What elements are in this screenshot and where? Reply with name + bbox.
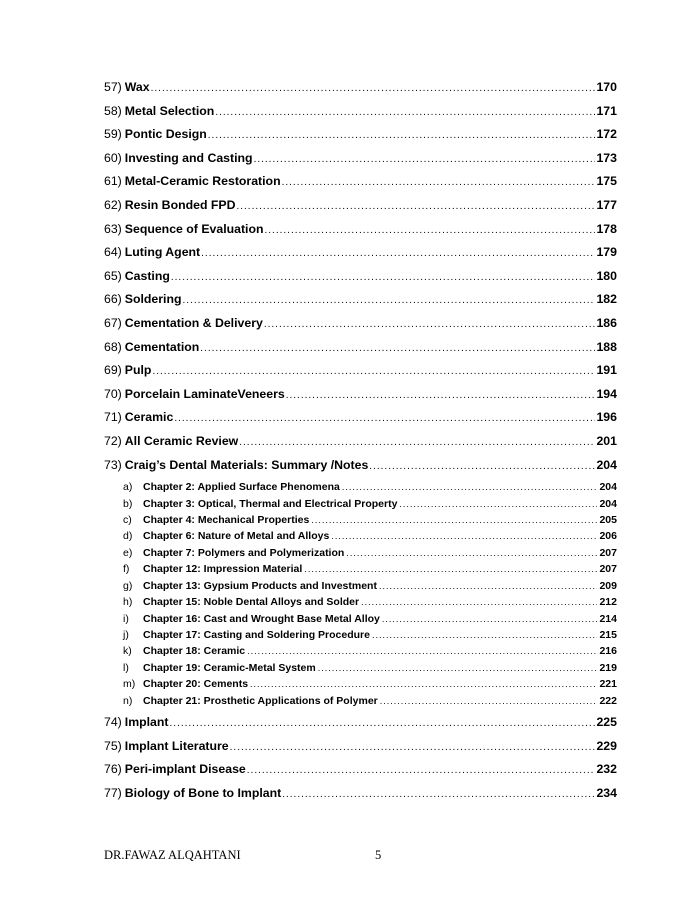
toc-subentry-page: 206 — [599, 530, 617, 543]
toc-entry[interactable] — [104, 458, 617, 482]
dot-leader — [372, 630, 598, 640]
toc-entry-number: 67) — [104, 315, 122, 330]
toc-entry[interactable] — [104, 104, 617, 128]
toc-entry-title: Resin Bonded FPD — [124, 197, 236, 212]
toc-entry-title: All Ceramic Review — [124, 433, 239, 448]
dot-leader — [379, 581, 598, 591]
toc-subentry-title: Chapter 12: Impression Material — [143, 563, 303, 576]
toc-entry-title: Implant — [124, 715, 169, 730]
toc-entry-number: 68) — [104, 339, 122, 354]
toc-entry-number: 74) — [104, 715, 122, 730]
toc-subentry-letter: d) — [123, 530, 133, 543]
toc-subentry[interactable] — [104, 547, 617, 563]
toc-subentry-page: 215 — [599, 629, 617, 642]
toc-subentry-letter: e) — [123, 546, 133, 559]
toc-entry-title: Soldering — [124, 292, 182, 307]
toc-subentry-page: 207 — [599, 563, 617, 576]
toc-subentry[interactable] — [104, 498, 617, 514]
toc-subentry[interactable] — [104, 481, 617, 497]
toc-entry-page: 196 — [596, 410, 617, 425]
toc-subentry-title: Chapter 4: Mechanical Properties — [143, 513, 310, 526]
toc-entry-title: Investing and Casting — [124, 150, 253, 165]
toc-entry-number: 63) — [104, 221, 122, 236]
toc-entry-page: 175 — [596, 174, 617, 189]
toc-entry-number: 58) — [104, 103, 122, 118]
toc-entry-title: Pulp — [124, 363, 152, 378]
table-of-contents — [104, 80, 617, 810]
toc-entry[interactable] — [104, 762, 617, 786]
toc-subentry-letter: g) — [123, 579, 133, 592]
dot-leader — [152, 366, 595, 377]
dot-leader — [304, 564, 597, 574]
dot-leader — [282, 177, 596, 188]
dot-leader — [174, 413, 595, 424]
toc-subentry-letter: k) — [123, 645, 132, 658]
toc-subentry-page: 212 — [599, 596, 617, 609]
footer-page-number: 5 — [375, 848, 382, 862]
toc-entry[interactable] — [104, 715, 617, 739]
dot-leader — [247, 646, 597, 656]
toc-subentry[interactable] — [104, 695, 617, 711]
toc-subentry-title: Chapter 6: Nature of Metal and Alloys — [143, 530, 330, 543]
toc-entry[interactable] — [104, 151, 617, 175]
toc-entry[interactable] — [104, 363, 617, 387]
toc-entry-page: 178 — [596, 221, 617, 236]
toc-entry-page: 179 — [596, 245, 617, 260]
toc-subentry[interactable] — [104, 645, 617, 661]
toc-subentry-letter: l) — [123, 661, 129, 674]
toc-entry[interactable] — [104, 292, 617, 316]
toc-subentry-page: 209 — [599, 579, 617, 592]
toc-entry-number: 66) — [104, 292, 122, 307]
toc-entry-number: 77) — [104, 786, 122, 800]
toc-main-list-continued — [104, 715, 617, 809]
toc-entry-title: Pontic Design — [124, 127, 207, 142]
toc-entry-page: 191 — [596, 363, 617, 378]
dot-leader — [331, 531, 597, 541]
toc-subentry-title: Chapter 3: Optical, Thermal and Electrical Property — [143, 497, 398, 510]
toc-entry-page: 234 — [596, 786, 617, 800]
dot-leader — [250, 679, 597, 689]
toc-subentry[interactable] — [104, 678, 617, 694]
toc-entry[interactable] — [104, 127, 617, 151]
dot-leader — [361, 597, 597, 607]
toc-entry-title: Craig’s Dental Materials: Summary /Notes — [124, 457, 369, 472]
toc-subentry-title: Chapter 18: Ceramic — [143, 645, 246, 658]
toc-entry-page: 177 — [596, 197, 617, 212]
toc-entry[interactable] — [104, 434, 617, 458]
dot-leader — [151, 83, 596, 94]
toc-subentry-letter: h) — [123, 596, 133, 609]
toc-subentry[interactable] — [104, 613, 617, 629]
toc-subentry[interactable] — [104, 580, 617, 596]
toc-entry-title: Cementation & Delivery — [124, 315, 263, 330]
toc-subentry-page: 207 — [599, 546, 617, 559]
toc-entry-number: 73) — [104, 457, 122, 472]
toc-entry[interactable] — [104, 245, 617, 269]
toc-entry-number: 70) — [104, 386, 122, 401]
toc-subentry-page: 222 — [599, 694, 617, 707]
toc-entry-number: 62) — [104, 197, 122, 212]
toc-entry-page: 225 — [596, 715, 617, 730]
toc-entry-title: Porcelain LaminateVeneers — [124, 386, 285, 401]
toc-subentry[interactable] — [104, 596, 617, 612]
toc-subentry[interactable] — [104, 530, 617, 546]
dot-leader — [286, 390, 596, 401]
toc-entry-page: 180 — [596, 268, 617, 283]
toc-subentry-page: 204 — [599, 481, 617, 494]
toc-subentry-title: Chapter 16: Cast and Wrought Base Metal Alloy — [143, 612, 380, 625]
dot-leader — [247, 765, 596, 776]
toc-subentry-title: Chapter 13: Gypsium Products and Investment — [143, 579, 377, 592]
toc-entry-page: 232 — [596, 762, 617, 777]
toc-subentry-letter: j) — [123, 629, 129, 642]
toc-entry-number: 59) — [104, 127, 122, 142]
toc-entry[interactable] — [104, 410, 617, 434]
toc-entry-title: Peri-implant Disease — [124, 762, 246, 777]
toc-subentry-page: 216 — [599, 645, 617, 658]
dot-leader — [342, 482, 598, 492]
dot-leader — [236, 201, 595, 212]
toc-entry-title: Cementation — [124, 339, 200, 354]
toc-entry-number: 57) — [104, 80, 122, 94]
toc-subentry-title: Chapter 21: Prosthetic Applications of Polymer — [143, 694, 378, 707]
toc-entry-page: 182 — [596, 292, 617, 307]
toc-entry-page: 170 — [596, 80, 617, 94]
dot-leader — [170, 718, 596, 729]
toc-entry-number: 65) — [104, 268, 122, 283]
toc-entry-page: 201 — [596, 433, 617, 448]
toc-subentry[interactable] — [104, 563, 617, 579]
toc-entry[interactable] — [104, 269, 617, 293]
dot-leader — [346, 548, 597, 558]
toc-entry-page: 194 — [596, 386, 617, 401]
toc-entry-title: Ceramic — [124, 410, 174, 425]
toc-entry-title: Metal-Ceramic Restoration — [124, 174, 281, 189]
dot-leader — [265, 225, 596, 236]
toc-subentry-letter: n) — [123, 694, 133, 707]
toc-entry-title: Casting — [124, 268, 170, 283]
toc-entry-number: 69) — [104, 363, 122, 378]
dot-leader — [311, 515, 597, 525]
dot-leader — [264, 319, 596, 330]
toc-subentry-title: Chapter 17: Casting and Soldering Procedure — [143, 629, 370, 642]
dot-leader — [171, 272, 596, 283]
dot-leader — [318, 663, 598, 673]
dot-leader — [382, 614, 598, 624]
toc-subentry-title: Chapter 19: Ceramic-Metal System — [143, 661, 316, 674]
toc-entry-page: 204 — [596, 457, 617, 472]
dot-leader — [215, 107, 595, 118]
toc-subentry-title: Chapter 15: Noble Dental Alloys and Solder — [143, 596, 360, 609]
page-footer — [104, 848, 617, 866]
toc-subentry[interactable] — [104, 514, 617, 530]
toc-entry-number: 71) — [104, 410, 122, 425]
toc-entry-page: 171 — [596, 103, 617, 118]
toc-entry-number: 60) — [104, 150, 122, 165]
toc-entry[interactable] — [104, 316, 617, 340]
toc-subentry-page: 221 — [599, 678, 617, 691]
toc-main-list — [104, 80, 617, 481]
toc-entry-title: Wax — [124, 80, 150, 94]
toc-entry[interactable] — [104, 786, 617, 810]
dot-leader — [230, 742, 596, 753]
toc-entry-title: Implant Literature — [124, 738, 229, 753]
toc-entry-page: 188 — [596, 339, 617, 354]
toc-entry-number: 75) — [104, 738, 122, 753]
toc-entry-title: Luting Agent — [124, 245, 201, 260]
dot-leader — [380, 696, 598, 706]
toc-subentry-letter: m) — [123, 678, 136, 691]
dot-leader — [183, 295, 596, 306]
toc-subentry[interactable] — [104, 629, 617, 645]
toc-subentry-title: Chapter 20: Cements — [143, 678, 249, 691]
toc-subentry-page: 204 — [599, 497, 617, 510]
toc-subentry-page: 205 — [599, 513, 617, 526]
dot-leader — [208, 130, 596, 141]
toc-subentry-page: 219 — [599, 661, 617, 674]
toc-entry-page: 186 — [596, 315, 617, 330]
toc-entry[interactable] — [104, 80, 617, 104]
toc-entry-number: 76) — [104, 762, 122, 777]
toc-entry-page: 172 — [596, 127, 617, 142]
toc-entry[interactable] — [104, 174, 617, 198]
toc-subentry[interactable] — [104, 662, 617, 678]
toc-entry[interactable] — [104, 198, 617, 222]
toc-entry[interactable] — [104, 387, 617, 411]
toc-entry-number: 64) — [104, 245, 122, 260]
toc-entry[interactable] — [104, 222, 617, 246]
toc-entry-title: Metal Selection — [124, 103, 215, 118]
dot-leader — [369, 461, 595, 472]
toc-entry-page: 229 — [596, 738, 617, 753]
dot-leader — [399, 499, 597, 509]
toc-sublist — [104, 481, 617, 711]
toc-subentry-letter: b) — [123, 497, 133, 510]
toc-entry-number: 61) — [104, 174, 122, 189]
dot-leader — [282, 789, 595, 800]
footer-author: DR.FAWAZ ALQAHTANI — [104, 848, 241, 862]
toc-entry[interactable] — [104, 340, 617, 364]
toc-subentry-title: Chapter 2: Applied Surface Phenomena — [143, 481, 340, 494]
dot-leader — [254, 154, 596, 165]
toc-subentry-letter: i) — [123, 612, 129, 625]
toc-entry-number: 72) — [104, 433, 122, 448]
toc-subentry-title: Chapter 7: Polymers and Polymerization — [143, 546, 345, 559]
dot-leader — [201, 248, 595, 259]
toc-subentry-letter: a) — [123, 481, 133, 494]
toc-entry-title: Biology of Bone to Implant — [124, 786, 282, 800]
toc-entry-title: Sequence of Evaluation — [124, 221, 264, 236]
dot-leader — [200, 343, 595, 354]
toc-subentry-page: 214 — [599, 612, 617, 625]
toc-entry-page: 173 — [596, 150, 617, 165]
toc-entry[interactable] — [104, 739, 617, 763]
dot-leader — [239, 437, 595, 448]
toc-subentry-letter: f) — [123, 563, 130, 576]
toc-subentry-letter: c) — [123, 513, 132, 526]
